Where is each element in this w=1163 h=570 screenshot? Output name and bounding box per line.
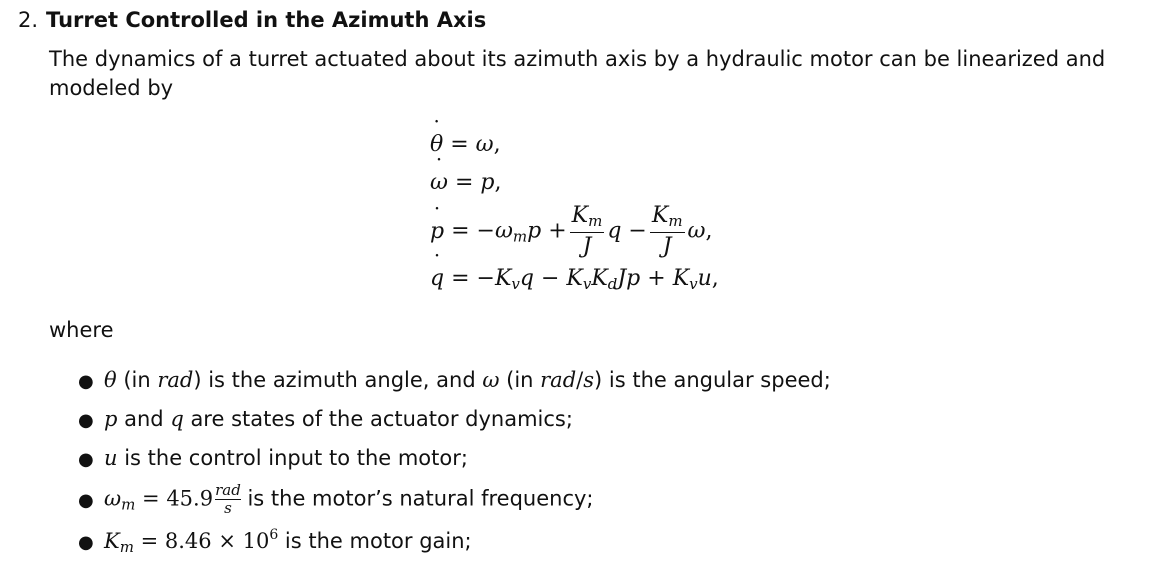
equation-theta-dot: ˙ θ = ω, — [430, 130, 501, 160]
equation-p-dot: ˙ $p = -\omega_mp$ + $\frac{K_m}{J}$ q − $\frac{K_m}{J}$ ω, — [430, 205, 713, 258]
list-item-p-q: ● p and q are states of the actuator dynamics; — [78, 405, 573, 435]
list-item-u: ● u is the control input to the motor; — [78, 444, 468, 474]
bullet-icon: ● — [78, 371, 94, 392]
intro-paragraph: The dynamics of a turret actuated about its azimuth axis by a hydraulic motor can be linearized and modeled by — [49, 47, 1106, 100]
section-number: 2. — [18, 8, 39, 32]
where-label: where — [49, 318, 114, 342]
list-item-theta: ● θ (in rad) is the azimuth angle, and ω (in rad/s) is the angular speed; — [78, 366, 831, 396]
unit-rad-per-s: rad s — [215, 481, 241, 517]
bullet-icon: ● — [78, 410, 94, 431]
omega-m-value: 45.9 — [166, 486, 214, 511]
km-value: 8.46 — [164, 529, 212, 553]
list-item-omega-m: ● $\omega_m = 45.9$ rad s is the motor’s natural frequency; — [78, 481, 594, 517]
fraction-km-over-j-2: $\frac{K_m}{J}$ — [651, 203, 683, 259]
bullet-icon: ● — [78, 489, 94, 511]
bullet-icon: ● — [78, 449, 94, 470]
equation-q-dot: ˙ $q = -K_vq - K_vK_dJp + K_vu$, — [430, 264, 719, 299]
fraction-km-over-j-1: $\frac{K_m}{J}$ — [571, 203, 603, 259]
section-title: Turret Controlled in the Azimuth Axis — [46, 8, 487, 32]
km-exponent: 6 — [269, 527, 279, 543]
list-item-km: ● $K_m = 8.46 \times 10^6$ is the motor gain; — [78, 527, 472, 556]
section-heading — [18, 6, 486, 34]
bullet-icon: ● — [78, 532, 94, 553]
equation-omega-dot: ˙ ω = p, — [430, 168, 501, 198]
